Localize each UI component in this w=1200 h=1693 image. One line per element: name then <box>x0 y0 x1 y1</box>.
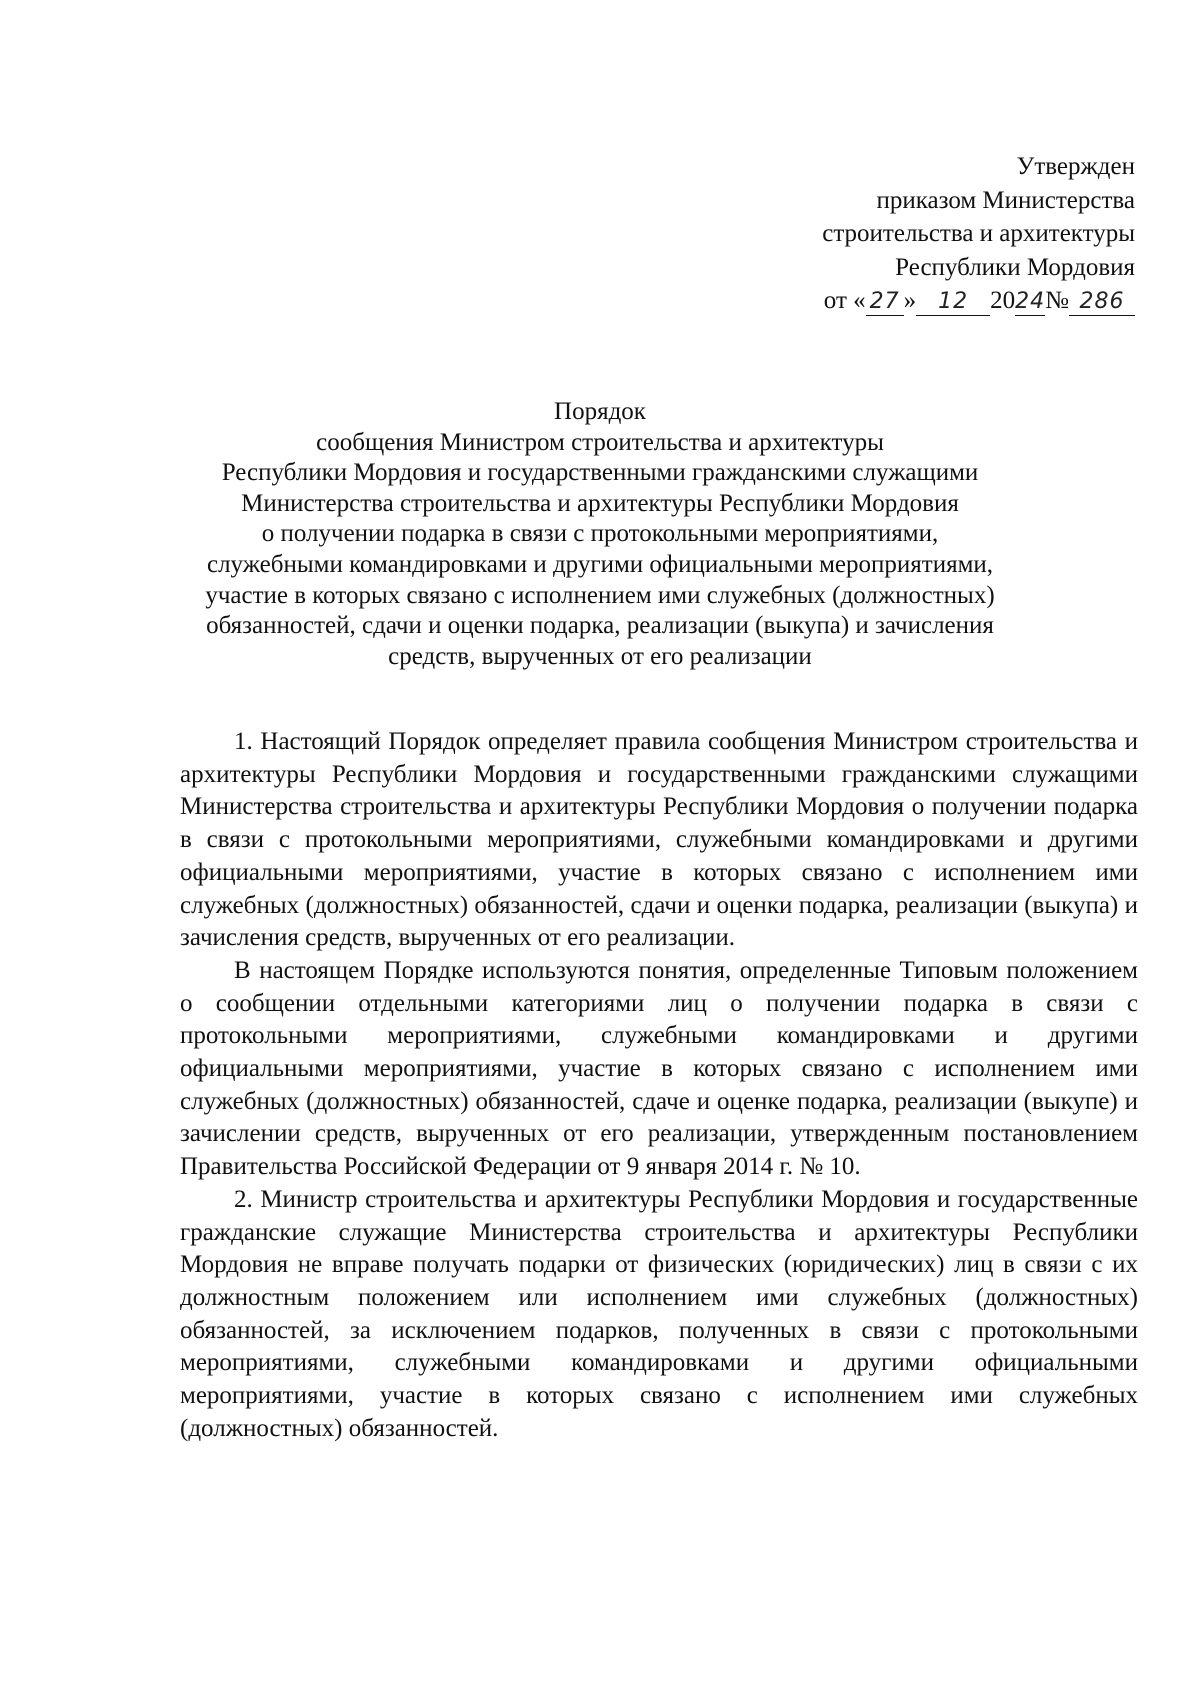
date-day: 27 <box>866 288 904 316</box>
approval-line: Утвержден <box>1016 153 1135 180</box>
document-body <box>180 726 1138 1445</box>
date-mid: » <box>903 287 917 314</box>
title-line: участие в которых связано с исполнением ими служебных (должностных) <box>205 581 995 609</box>
title-line: Республики Мордовия и государственными гражданскими служащими <box>221 459 979 487</box>
approval-date-line <box>650 284 1135 318</box>
title-line: средств, вырученных от его реализации <box>388 642 812 670</box>
date-year-prefix: 20 <box>990 287 1016 314</box>
title-line: сообщения Министром строительства и архитектуры <box>316 428 884 456</box>
title-line: Порядок <box>554 398 646 425</box>
title-line: служебными командировками и другими официальными мероприятиями, <box>206 550 994 578</box>
number-sign: № <box>1045 287 1069 314</box>
approval-line: Республики Мордовия <box>895 253 1135 281</box>
order-number: 286 <box>1069 288 1135 316</box>
body-paragraph: В настоящем Порядке используются понятия, определенные Типовым положением о сообщении отдельными категориями лиц о получении подарка в связи с протокольными мероприятиями, служебными командировками и другими официальными мероприятиями, участие в которых связано с исполнением ими служебных (должностных) обязанностей, сдаче и оценке подарка, реализации (выкупе) и зачислении средств, вырученных от его реализации, утвержденным постановлением Правительства Российской Федерации от 9 января 2014 г. № 10. <box>180 956 1138 1181</box>
document-title <box>140 397 1060 672</box>
body-paragraph: 2. Министр строительства и архитектуры Республики Мордовия и государственные гражданские служащие Министерства строительства и архитектуры Республики Мордовия не вправе получать подарки от физических (юридических) лиц в связи с их должностным положением или исполнением ими служебных (должностных) обязанностей, за исключением подарков, полученных в связи с протокольными мероприятиями, служебными командировками и другими официальными мероприятиями, участие в которых связано с исполнением ими служебных (должностных) обязанностей. <box>180 1185 1138 1442</box>
date-year-suffix: 24 <box>1015 289 1046 314</box>
title-line: о получении подарка в связи с протокольными мероприятиями, <box>261 520 939 548</box>
approval-line: строительства и архитектуры <box>822 220 1135 247</box>
approval-line: приказом Министерства <box>876 186 1135 214</box>
date-prefix: от « <box>823 287 866 314</box>
title-line: Министерства строительства и архитектуры Республики Мордовия <box>241 489 959 517</box>
body-paragraph: 1. Настоящий Порядок определяет правила сообщения Министром строительства и архитектуры Республики Мордовия и государственными гражданскими служащими Министерства строительства и архитектуры Республики Мордовия о получении подарка в связи с протокольными мероприятиями, служебными командировками и другими официальными мероприятиями, участие в которых связано с исполнением ими служебных (должностных) обязанностей, сдачи и оценки подарка, реализации (выкупа) и зачисления средств, вырученных от его реализации. <box>180 728 1138 952</box>
title-line: обязанностей, сдачи и оценки подарка, реализации (выкупа) и зачисления <box>206 612 994 640</box>
date-month: 12 <box>916 288 990 316</box>
approval-stamp <box>650 150 1135 318</box>
